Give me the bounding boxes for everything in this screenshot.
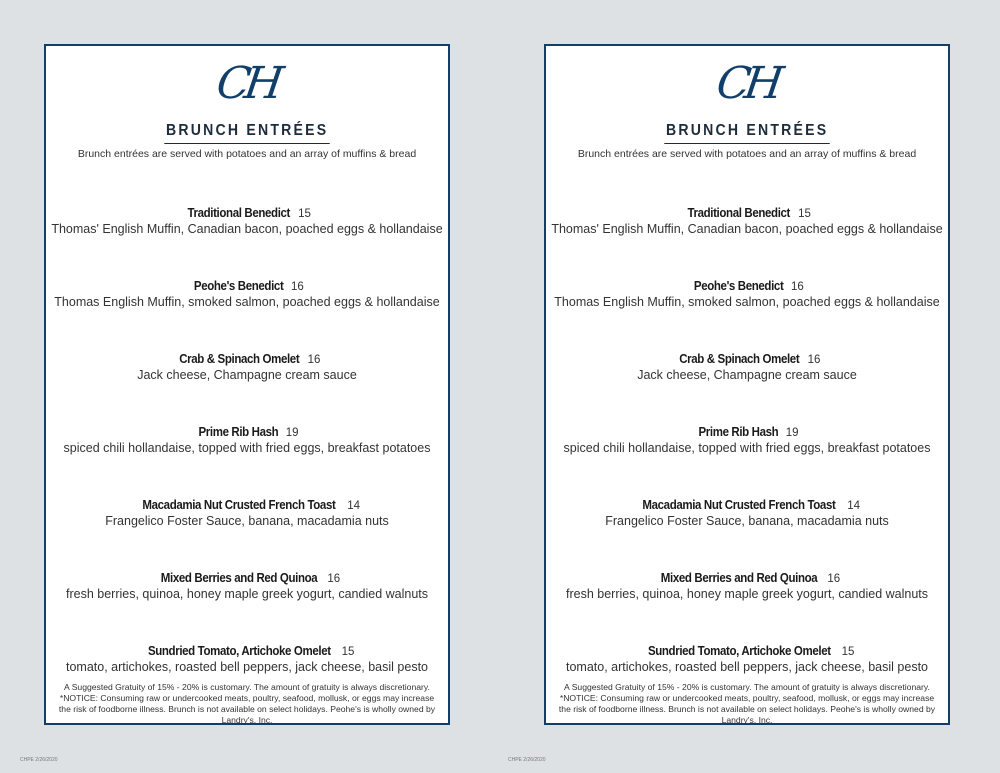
- item-name: Traditional Benedict: [187, 206, 291, 220]
- menu-item: [46, 498, 448, 529]
- item-name: Crab & Spinach Omelet: [678, 352, 799, 366]
- print-code-right: CHPE 2/26/2020: [508, 757, 546, 763]
- item-title: [46, 279, 448, 295]
- item-name: Peohe's Benedict: [694, 279, 784, 293]
- item-title: [546, 571, 948, 587]
- menu-item: [546, 206, 948, 237]
- item-price: 16: [807, 354, 821, 366]
- item-title: [546, 498, 948, 514]
- logo: [546, 60, 948, 108]
- item-name: Sundried Tomato, Artichoke Omelet: [147, 644, 331, 658]
- menu-item: [546, 571, 948, 602]
- menu-item: [546, 498, 948, 529]
- menu-item: [546, 352, 948, 383]
- heading-text: BRUNCH ENTRÉES: [664, 122, 830, 144]
- menu-item: [546, 644, 948, 675]
- item-price: 14: [847, 500, 861, 512]
- menu-item: [46, 206, 448, 237]
- logo-monogram: CH: [213, 58, 281, 109]
- item-description: Thomas English Muffin, smoked salmon, poached eggs & hollandaise: [554, 295, 940, 309]
- heading-text: BRUNCH ENTRÉES: [164, 122, 330, 144]
- item-price: 15: [841, 646, 855, 658]
- item-description: fresh berries, quinoa, honey maple greek yogurt, candied walnuts: [65, 587, 429, 601]
- item-name: Crab & Spinach Omelet: [178, 352, 299, 366]
- footer-note: A Suggested Gratuity of 15% - 20% is customary. The amount of gratuity is always discretionary. *NOTICE: Consuming raw or undercooked meats, poultry, seafood, mollusk, or eggs may increase the risk of foodborne illness. Brunch is not available on select holidays. Peohe's is wholly owned by Landry's, Inc.: [558, 682, 936, 725]
- item-description: Frangelico Foster Sauce, banana, macadamia nuts: [605, 514, 889, 528]
- menu-item: [546, 425, 948, 456]
- item-description: Jack cheese, Champagne cream sauce: [637, 368, 857, 382]
- item-name: Peohe's Benedict: [194, 279, 284, 293]
- item-title: [46, 206, 448, 222]
- item-description: Thomas English Muffin, smoked salmon, poached eggs & hollandaise: [54, 295, 440, 309]
- menu-heading: [546, 122, 948, 144]
- menu-item: [46, 279, 448, 310]
- item-title: [546, 206, 948, 222]
- menu-heading: [46, 122, 448, 144]
- item-price: 16: [307, 354, 321, 366]
- item-price: 15: [798, 208, 811, 220]
- item-description: tomato, artichokes, roasted bell peppers, jack cheese, basil pesto: [565, 660, 928, 674]
- item-name: Prime Rib Hash: [698, 425, 779, 439]
- item-description: Frangelico Foster Sauce, banana, macadamia nuts: [105, 514, 389, 528]
- item-name: Prime Rib Hash: [198, 425, 279, 439]
- item-price: 16: [327, 573, 341, 585]
- item-title: [46, 571, 448, 587]
- item-title: [546, 352, 948, 368]
- menu-card-left: [44, 44, 450, 725]
- footer-note: A Suggested Gratuity of 15% - 20% is customary. The amount of gratuity is always discretionary. *NOTICE: Consuming raw or undercooked meats, poultry, seafood, mollusk, or eggs may increase the risk of foodborne illness. Brunch is not available on select holidays. Peohe's is wholly owned by Landry's, Inc.: [58, 682, 436, 725]
- item-description: fresh berries, quinoa, honey maple greek yogurt, candied walnuts: [565, 587, 929, 601]
- item-title: [46, 352, 448, 368]
- item-name: Macadamia Nut Crusted French Toast: [142, 498, 336, 512]
- item-name: Sundried Tomato, Artichoke Omelet: [647, 644, 831, 658]
- item-title: [46, 498, 448, 514]
- item-price: 15: [298, 208, 311, 220]
- item-title: [546, 279, 948, 295]
- menu-card-right: [544, 44, 950, 725]
- item-title: [46, 644, 448, 660]
- item-description: tomato, artichokes, roasted bell peppers, jack cheese, basil pesto: [65, 660, 428, 674]
- menu-intro: Brunch entrées are served with potatoes and an array of muffins & bread: [77, 148, 417, 160]
- item-price: 19: [785, 427, 799, 439]
- item-name: Macadamia Nut Crusted French Toast: [642, 498, 836, 512]
- item-title: [546, 425, 948, 441]
- item-description: Jack cheese, Champagne cream sauce: [137, 368, 357, 382]
- item-price: 16: [291, 281, 304, 293]
- item-description: Thomas' English Muffin, Canadian bacon, poached eggs & hollandaise: [51, 222, 443, 236]
- item-price: 19: [285, 427, 299, 439]
- menu-item: [546, 279, 948, 310]
- logo-monogram: CH: [713, 58, 781, 109]
- logo: [46, 60, 448, 108]
- print-code-left: CHPE 2/26/2020: [20, 757, 58, 763]
- item-price: 16: [791, 281, 804, 293]
- menu-item: [46, 425, 448, 456]
- item-price: 14: [347, 500, 361, 512]
- item-title: [46, 425, 448, 441]
- item-price: 15: [341, 646, 355, 658]
- item-name: Traditional Benedict: [687, 206, 791, 220]
- item-price: 16: [827, 573, 841, 585]
- item-description: spiced chili hollandaise, topped with fried eggs, breakfast potatoes: [563, 441, 931, 455]
- item-name: Mixed Berries and Red Quinoa: [660, 571, 818, 585]
- menu-item: [46, 571, 448, 602]
- menu-item: [46, 644, 448, 675]
- item-name: Mixed Berries and Red Quinoa: [160, 571, 318, 585]
- item-description: spiced chili hollandaise, topped with fried eggs, breakfast potatoes: [63, 441, 431, 455]
- item-description: Thomas' English Muffin, Canadian bacon, poached eggs & hollandaise: [551, 222, 943, 236]
- menu-item: [46, 352, 448, 383]
- menu-intro: Brunch entrées are served with potatoes and an array of muffins & bread: [577, 148, 917, 160]
- item-title: [546, 644, 948, 660]
